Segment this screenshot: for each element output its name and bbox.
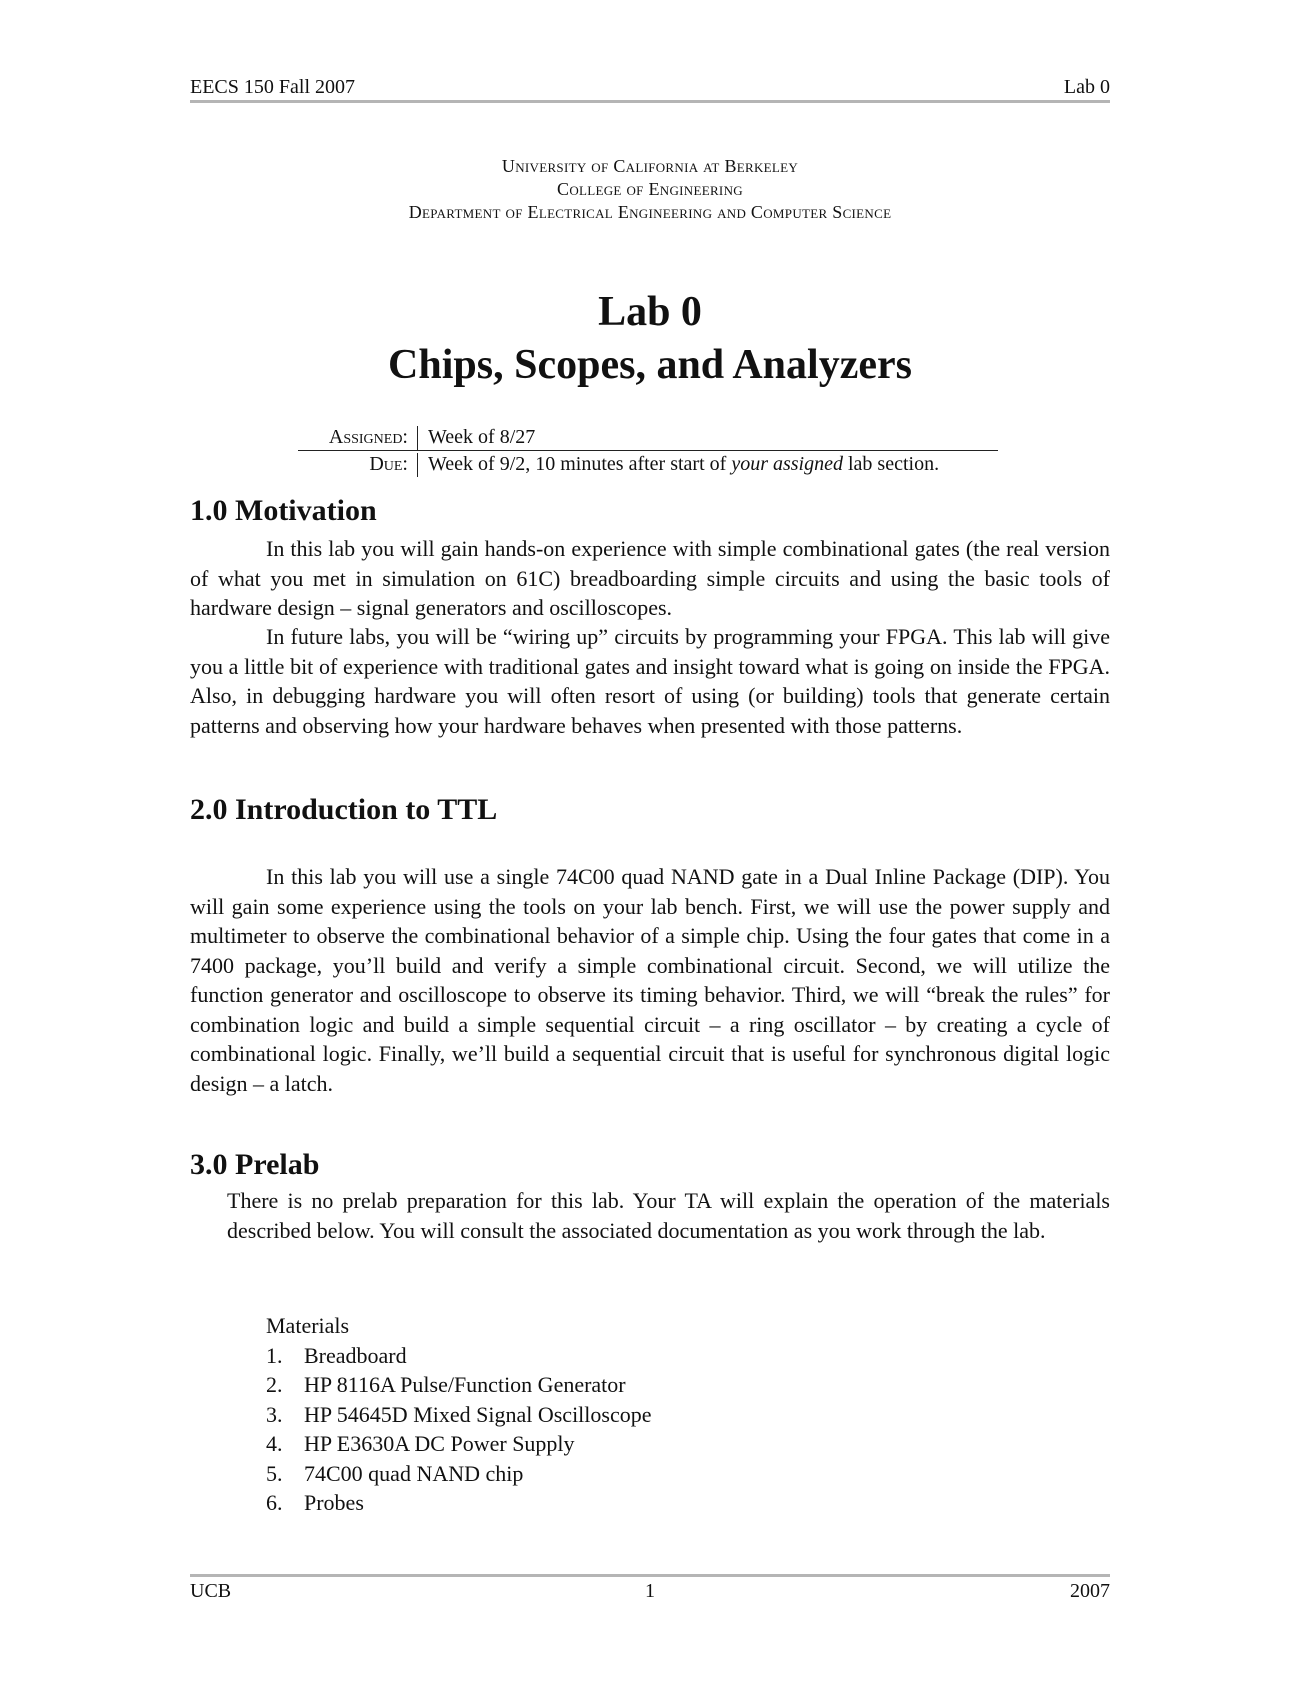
due-suffix: lab section. [842, 453, 940, 475]
list-item-text: Breadboard [304, 1342, 407, 1368]
footer-rule [190, 1574, 1110, 1577]
page-number: 1 [645, 1580, 655, 1602]
list-item-text: HP 8116A Pulse/Function Generator [304, 1372, 626, 1397]
prelab-paragraph: There is no prelab preparation for this lab. Your TA will explain the operation of the materials described below. You will consult the associated documentation as you work through the lab. [227, 1188, 1110, 1243]
university-name: University of California at Berkeley [501, 156, 799, 176]
list-item-number: 3. [266, 1401, 283, 1427]
lab-label: Lab 0 [1063, 76, 1110, 98]
due-row [298, 451, 998, 477]
list-item-number: 6. [266, 1490, 283, 1515]
title-lab-number: Lab 0 [598, 289, 702, 335]
assigned-label: Assigned: [328, 426, 408, 448]
department-name: Department of Electrical Engineering and Computer Science [408, 202, 892, 222]
list-item [266, 1370, 652, 1400]
college-name: College of Engineering [557, 179, 743, 199]
list-item-number: 5. [266, 1460, 283, 1486]
introduction-paragraph: In this lab you will use a single 74C00 quad NAND gate in a Dual Inline Package (DIP). You will gain some experience using the tools on your lab bench. First, we will use the power supply and multimeter to observe the combinational behavior of a simple chip. Using the four gates that come in a 7400 package, you’ll build and verify a simple combinational circuit. Second, we will utilize the function generator and oscilloscope to observe its timing behavior. Third, we will “break the rules” for combination logic and build a simple sequential circuit – a ring oscillator – by creating a cycle of combinational logic. Finally, we’ll build a sequential circuit that is useful for synchronous digital logic design – a latch. [190, 864, 1110, 1096]
running-footer [190, 1580, 1110, 1602]
assignment-table [298, 424, 998, 477]
list-item-text: HP E3630A DC Power Supply [304, 1431, 575, 1456]
institution-block [190, 155, 1110, 224]
footer-institution: UCB [190, 1580, 232, 1602]
assigned-value: Week of 8/27 [428, 426, 536, 448]
title-lab-name: Chips, Scopes, and Analyzers [388, 342, 912, 388]
materials-heading: Materials [266, 1313, 350, 1338]
assigned-divider [417, 426, 418, 450]
list-item [266, 1341, 652, 1371]
list-item-number: 2. [266, 1372, 283, 1397]
due-prefix: Week of 9/2, 10 minutes after start of [428, 453, 732, 475]
list-item [266, 1429, 652, 1459]
motivation-paragraph-1: In this lab you will gain hands-on experience with simple combinational gates (the real version of what you met in simulation on 61C) breadboarding simple circuits and using the basic tools of hardware design – signal generators and oscilloscopes. [190, 536, 1110, 620]
due-emphasis: your assigned [731, 453, 843, 475]
list-item-text: HP 54645D Mixed Signal Oscilloscope [304, 1401, 652, 1427]
due-value [428, 451, 939, 477]
list-item-text: Probes [304, 1490, 364, 1515]
materials-list [266, 1311, 652, 1518]
list-item-number: 4. [266, 1431, 283, 1456]
assigned-row [298, 424, 998, 451]
course-label: EECS 150 Fall 2007 [190, 76, 356, 98]
heading-motivation: 1.0 Motivation [190, 494, 377, 527]
due-label: Due: [369, 453, 408, 475]
due-divider [417, 453, 418, 477]
heading-introduction: 2.0 Introduction to TTL [190, 793, 498, 826]
list-item-number: 1. [266, 1342, 283, 1368]
list-item [266, 1488, 652, 1518]
list-item-text: 74C00 quad NAND chip [304, 1460, 524, 1486]
running-header [190, 76, 1110, 98]
list-item [266, 1400, 652, 1430]
heading-prelab: 3.0 Prelab [190, 1148, 320, 1181]
header-rule [190, 100, 1110, 103]
list-item [266, 1459, 652, 1489]
footer-year: 2007 [1070, 1580, 1110, 1602]
motivation-paragraph-2: In future labs, you will be “wiring up” circuits by programming your FPGA. This lab will give you a little bit of experience with traditional gates and insight toward what is going on inside the FPGA. Also, in debugging hardware you will often resort of using (or building) tools that generate certain patterns and observing how your hardware behaves when presented with those patterns. [190, 624, 1110, 738]
document-title [190, 288, 1110, 394]
